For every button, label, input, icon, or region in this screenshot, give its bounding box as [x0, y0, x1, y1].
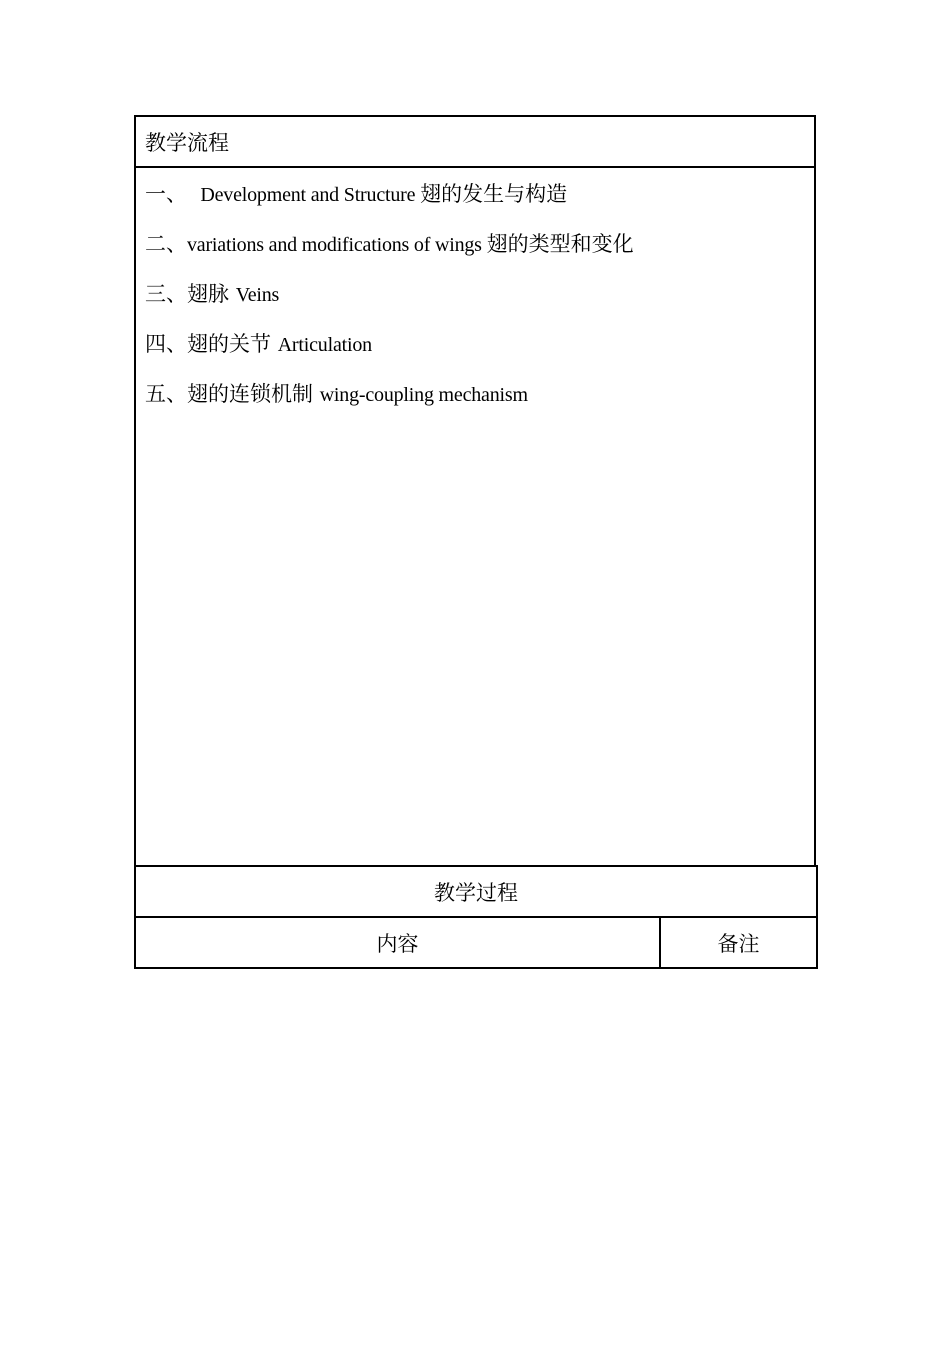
flow-item-english: Articulation	[277, 334, 372, 356]
flow-item-prefix: 三、翅脉	[145, 282, 236, 306]
flow-item-prefix: 一、	[145, 182, 201, 206]
teaching-flow-box	[134, 115, 816, 867]
flow-item-chinese: 翅的类型和变化	[486, 232, 634, 256]
teaching-flow-list	[136, 168, 814, 428]
flow-item-3	[145, 278, 814, 328]
flow-item-1	[145, 178, 814, 228]
flow-item-english: wing-coupling mechanism	[319, 384, 528, 406]
flow-item-prefix: 五、翅的连锁机制	[145, 382, 320, 406]
teaching-process-title: 教学过程	[136, 867, 816, 918]
remarks-column-header: 备注	[717, 931, 760, 956]
flow-item-5	[145, 378, 814, 428]
flow-item-english: Veins	[235, 284, 280, 306]
flow-item-prefix: 二、	[145, 232, 187, 256]
teaching-flow-title: 教学流程	[136, 117, 814, 168]
flow-item-4	[145, 328, 814, 378]
flow-item-chinese: 翅的发生与构造	[420, 182, 568, 206]
teaching-process-header-row	[136, 918, 816, 967]
flow-item-2	[145, 228, 814, 278]
teaching-process-table	[134, 865, 818, 969]
content-column-header: 内容	[136, 918, 661, 967]
flow-item-english: variations and modifications of wings	[187, 234, 487, 256]
flow-item-prefix: 四、翅的关节	[145, 332, 278, 356]
flow-item-english: Development and Structure	[200, 184, 421, 206]
